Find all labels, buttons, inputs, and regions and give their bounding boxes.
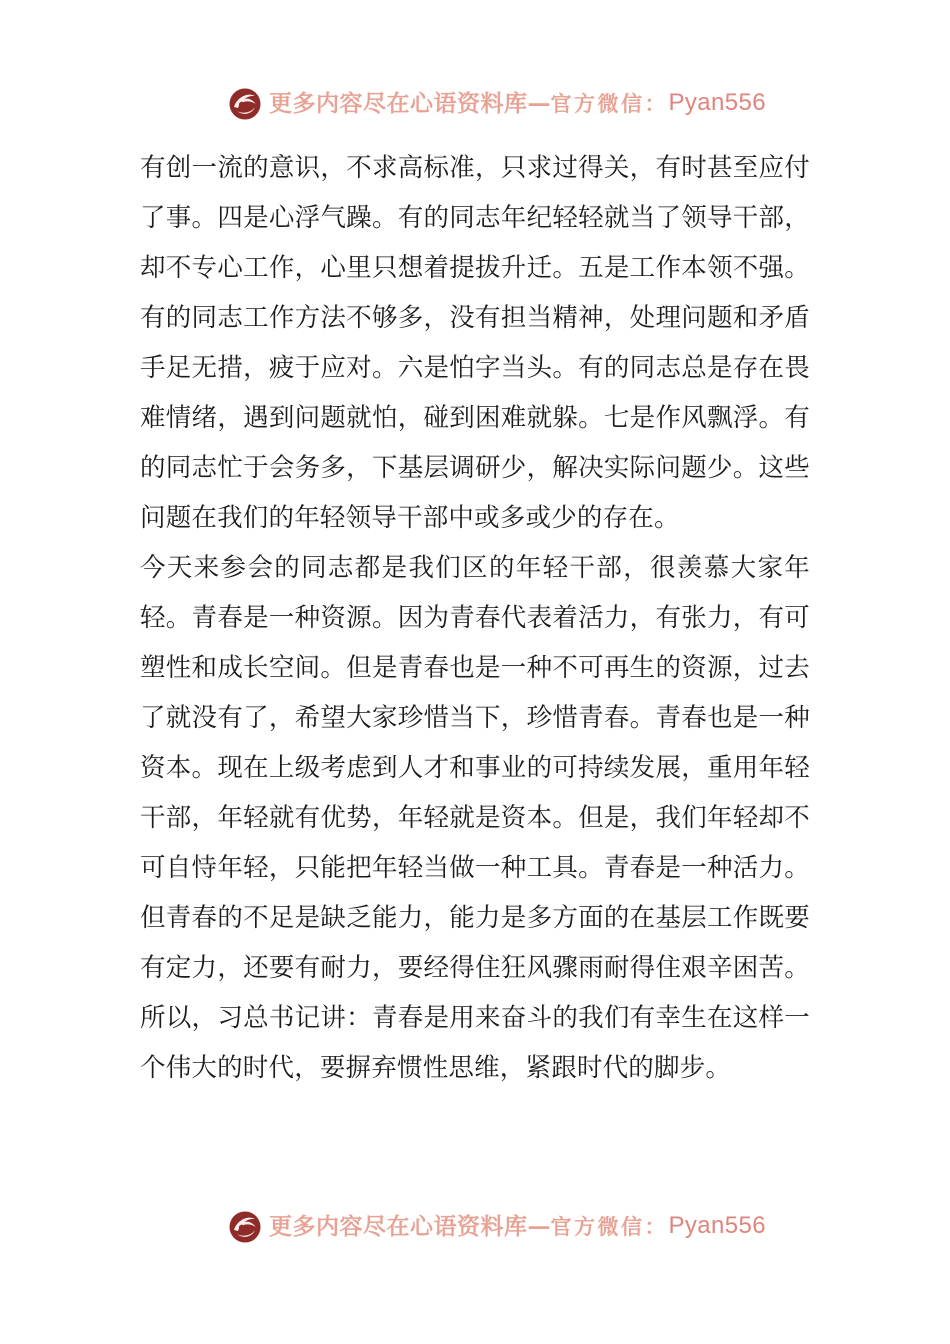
watermark-dash: — [527, 89, 551, 117]
paragraph: 今天来参会的同志都是我们区的年轻干部，很羡慕大家年轻。青春是一种资源。因为青春代表着活力，有张力，有可塑性和成长空间。但是青春也是一种不可再生的资源，过去了就没有了，希望大家珍惜当下，珍惜青春。青春也是一种资本。现在上级考虑到人才和事业的可持续发展，重用年轻干部，年轻就有优势，年轻就是资本。但是，我们年轻却不可自恃年轻，只能把年轻当做一种工具。青春是一种活力。但青春的不足是缺乏能力，能力是多方面的在基层工作既要有定力，还要有耐力，要经得住狂风骤雨耐得住艰辛困苦。所以，习总书记讲：青春是用来奋斗的我们有幸生在这样一个伟大的时代，要摒弃惯性思维，紧跟时代的脚步。 [140, 553, 810, 1083]
watermark-dash: — [527, 1212, 551, 1240]
watermark-colon: ： [644, 1213, 666, 1239]
watermark-brand-text: 更多内容尽在心语资料库 [269, 1212, 528, 1240]
watermark-channel-label: 官方微信 [550, 90, 645, 116]
watermark-header [0, 80, 950, 126]
watermark-colon: ： [644, 90, 666, 116]
watermark-channel-label: 官方微信 [550, 1213, 645, 1239]
watermark-wechat-id: Pyan556 [668, 89, 767, 116]
watermark-brand-text: 更多内容尽在心语资料库 [269, 89, 528, 117]
circular-emblem-logo-icon [228, 87, 262, 121]
document-body [140, 143, 810, 1093]
paragraph: 有创一流的意识，不求高标准，只求过得关，有时甚至应付了事。四是心浮气躁。有的同志年纪轻轻就当了领导干部，却不专心工作，心里只想着提拔升迁。五是工作本领不强。有的同志工作方法不够多，没有担当精神，处理问题和矛盾手足无措，疲于应对。六是怕字当头。有的同志总是存在畏难情绪，遇到问题就怕，碰到困难就躲。七是作风飘浮。有的同志忙于会务多，下基层调研少，解决实际问题少。这些问题在我们的年轻领导干部中或多或少的存在。 [140, 153, 810, 533]
watermark-footer [0, 1203, 950, 1249]
circular-emblem-logo-icon [228, 1210, 262, 1244]
watermark-wechat-id: Pyan556 [668, 1212, 767, 1239]
